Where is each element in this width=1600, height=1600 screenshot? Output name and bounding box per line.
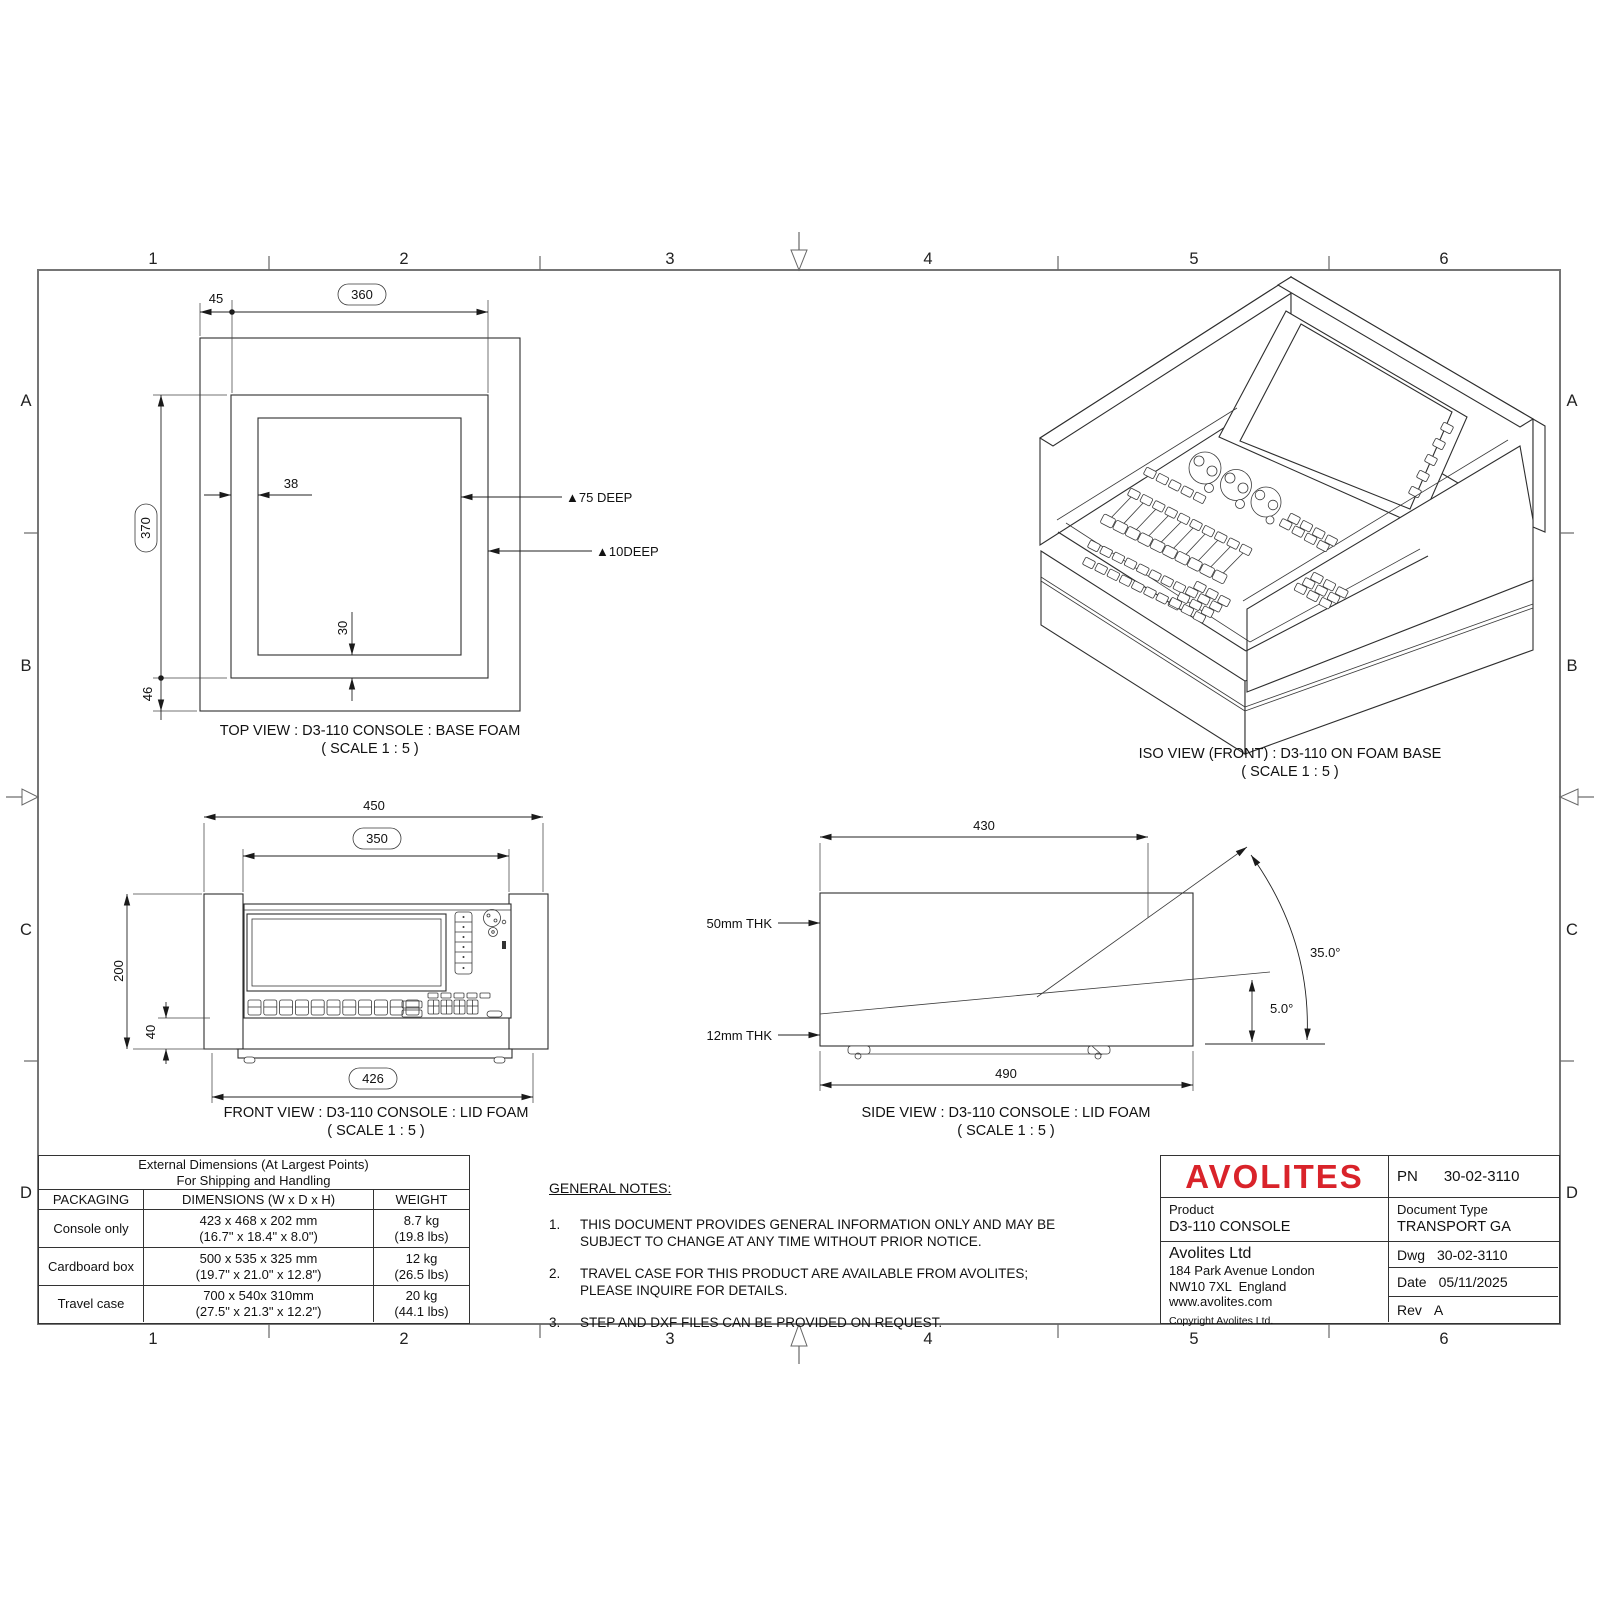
side-view-scale: ( SCALE 1 : 5 ) xyxy=(957,1123,1055,1139)
note-number: 3. xyxy=(549,1315,561,1330)
packaging-cell: Travel case xyxy=(57,1296,125,1312)
top-view-base-foam xyxy=(135,284,659,757)
dims-in-cell: (27.5" x 21.3" x 12.2") xyxy=(195,1304,322,1319)
zone-label: 1 xyxy=(148,1330,158,1348)
company-name: Avolites Ltd xyxy=(1169,1245,1252,1262)
title-block xyxy=(1160,1155,1560,1327)
copyright-note: Copyright Avolites Ltd. xyxy=(1169,1314,1274,1327)
top-view-caption: TOP VIEW : D3-110 CONSOLE : BASE FOAM xyxy=(219,723,521,739)
zone-label: B xyxy=(1566,657,1578,675)
date-value: 05/11/2025 xyxy=(1438,1274,1508,1290)
weight-lb-cell: (26.5 lbs) xyxy=(394,1266,449,1282)
zone-label: A xyxy=(20,392,32,410)
zone-label: 6 xyxy=(1439,1330,1449,1348)
zone-label: 6 xyxy=(1439,250,1449,268)
table-title-line2: For Shipping and Handling xyxy=(176,1172,331,1188)
zone-label: 4 xyxy=(923,250,933,268)
doctype-value: TRANSPORT GA xyxy=(1397,1219,1511,1235)
table-row xyxy=(39,1248,469,1286)
company-address1: 184 Park Avenue London xyxy=(1169,1263,1315,1278)
rev-value: A xyxy=(1433,1301,1444,1318)
note-text: PLEASE INQUIRE FOR DETAILS. xyxy=(580,1283,788,1298)
table-header-dimensions: DIMENSIONS (W x D x H) xyxy=(144,1190,374,1209)
date-label: Date xyxy=(1397,1274,1427,1290)
zone-label: C xyxy=(20,921,32,939)
company-address2: NW10 7XL England xyxy=(1169,1278,1287,1294)
side-view-caption: SIDE VIEW : D3-110 CONSOLE : LID FOAM xyxy=(861,1105,1151,1121)
table-header-weight: WEIGHT xyxy=(395,1191,448,1207)
dim-30: 30 xyxy=(335,620,350,636)
front-view-scale: ( SCALE 1 : 5 ) xyxy=(327,1123,425,1139)
note-item xyxy=(549,1265,1069,1299)
iso-encoder-wheels xyxy=(1189,452,1281,524)
zone-label: 3 xyxy=(665,1330,675,1348)
dim-370: 370 xyxy=(138,517,153,539)
note-item xyxy=(549,1314,1069,1331)
side-view-lid-foam xyxy=(707,818,1341,1139)
dwg-value: 30-02-3110 xyxy=(1437,1246,1508,1263)
dim-46: 46 xyxy=(140,686,155,702)
zone-label: 3 xyxy=(665,250,675,268)
product-value: D3-110 CONSOLE xyxy=(1169,1219,1291,1235)
zone-label: C xyxy=(1566,921,1578,939)
centre-marker-top-icon xyxy=(791,232,807,270)
packaging-cell: Cardboard box xyxy=(48,1258,134,1274)
note-number: 1. xyxy=(549,1217,561,1232)
general-notes xyxy=(549,1180,1069,1346)
dim-40: 40 xyxy=(143,1024,158,1040)
avolites-logo: AVOLITES xyxy=(1185,1157,1364,1196)
dim-450: 450 xyxy=(363,798,385,813)
note-text: TRAVEL CASE FOR THIS PRODUCT ARE AVAILABLE FROM AVOLITES; xyxy=(580,1266,1029,1281)
zone-label: B xyxy=(20,657,32,675)
dim-490: 490 xyxy=(995,1066,1017,1081)
product-label: Product xyxy=(1169,1202,1214,1217)
pn-value: 30-02-3110 xyxy=(1443,1168,1520,1185)
dims-in-cell: (19.7" x 21.0" x 12.8") xyxy=(195,1266,322,1282)
zone-label: 2 xyxy=(399,250,409,268)
weight-cell: 12 kg xyxy=(405,1250,438,1266)
zone-label: D xyxy=(20,1184,32,1202)
iso-view-console-on-foam xyxy=(1040,277,1545,780)
zone-label: 5 xyxy=(1189,250,1199,268)
front-fader-row xyxy=(248,1000,419,1015)
zone-label: 1 xyxy=(148,250,158,268)
weight-lb-cell: (19.8 lbs) xyxy=(394,1228,449,1244)
packaging-cell: Console only xyxy=(53,1220,129,1236)
centre-marker-right-icon xyxy=(1560,789,1594,805)
front-view-lid-foam xyxy=(111,798,548,1139)
angle-5-label: 5.0° xyxy=(1270,1001,1294,1016)
note-text: SUBJECT TO CHANGE AT ANY TIME WITHOUT PRIOR NOTICE. xyxy=(580,1234,982,1249)
front-view-caption: FRONT VIEW : D3-110 CONSOLE : LID FOAM xyxy=(223,1105,529,1121)
top-view-scale: ( SCALE 1 : 5 ) xyxy=(321,741,419,757)
dim-200: 200 xyxy=(111,960,126,982)
weight-cell: 20 kg xyxy=(405,1288,438,1304)
table-title-line1: External Dimensions (At Largest Points) xyxy=(138,1156,369,1172)
dims-in-cell: (16.7" x 18.4" x 8.0") xyxy=(199,1228,318,1244)
zone-label: 5 xyxy=(1189,1330,1199,1348)
dim-360: 360 xyxy=(351,287,373,302)
external-dimensions-table xyxy=(38,1155,470,1324)
dims-mm-cell: 500 x 535 x 325 mm xyxy=(199,1250,318,1266)
note-item xyxy=(549,1216,1069,1250)
thk-12-label: 12mm THK xyxy=(706,1028,772,1043)
zone-label: 2 xyxy=(399,1330,409,1348)
angle-35-label: 35.0° xyxy=(1310,945,1341,960)
dims-mm-cell: 700 x 540x 310mm xyxy=(203,1288,314,1304)
dwg-label: Dwg xyxy=(1397,1246,1426,1263)
note-number: 2. xyxy=(549,1266,561,1281)
weight-cell: 8.7 kg xyxy=(403,1212,440,1228)
centre-marker-left-icon xyxy=(6,789,38,805)
dim-426: 426 xyxy=(362,1071,384,1086)
iso-view-scale: ( SCALE 1 : 5 ) xyxy=(1241,764,1339,780)
table-row xyxy=(39,1286,469,1322)
dim-430: 430 xyxy=(973,818,995,833)
note-text: THIS DOCUMENT PROVIDES GENERAL INFORMATION ONLY AND MAY BE xyxy=(580,1217,1056,1232)
depth-10-label: ▲10DEEP xyxy=(596,544,659,559)
company-website: www.avolites.com xyxy=(1169,1294,1273,1309)
zone-label: D xyxy=(1566,1184,1578,1202)
doctype-label: Document Type xyxy=(1397,1202,1488,1217)
table-row xyxy=(39,1210,469,1248)
weight-lb-cell: (44.1 lbs) xyxy=(394,1304,449,1319)
thk-50-label: 50mm THK xyxy=(706,916,772,931)
rev-label: Rev xyxy=(1397,1301,1422,1318)
zone-label: A xyxy=(1566,392,1578,410)
notes-heading: GENERAL NOTES: xyxy=(549,1180,672,1196)
dim-45: 45 xyxy=(208,291,224,306)
dim-350: 350 xyxy=(366,831,388,846)
iso-view-caption: ISO VIEW (FRONT) : D3-110 ON FOAM BASE xyxy=(1138,746,1442,762)
dim-38: 38 xyxy=(283,476,299,491)
table-header-packaging: PACKAGING xyxy=(39,1190,144,1209)
note-text: STEP AND DXF FILES CAN BE PROVIDED ON REQUEST. xyxy=(580,1315,943,1330)
pn-label: PN xyxy=(1397,1168,1418,1185)
zone-label: 4 xyxy=(923,1330,933,1348)
dims-mm-cell: 423 x 468 x 202 mm xyxy=(199,1212,318,1228)
depth-75-label: ▲75 DEEP xyxy=(566,490,633,505)
